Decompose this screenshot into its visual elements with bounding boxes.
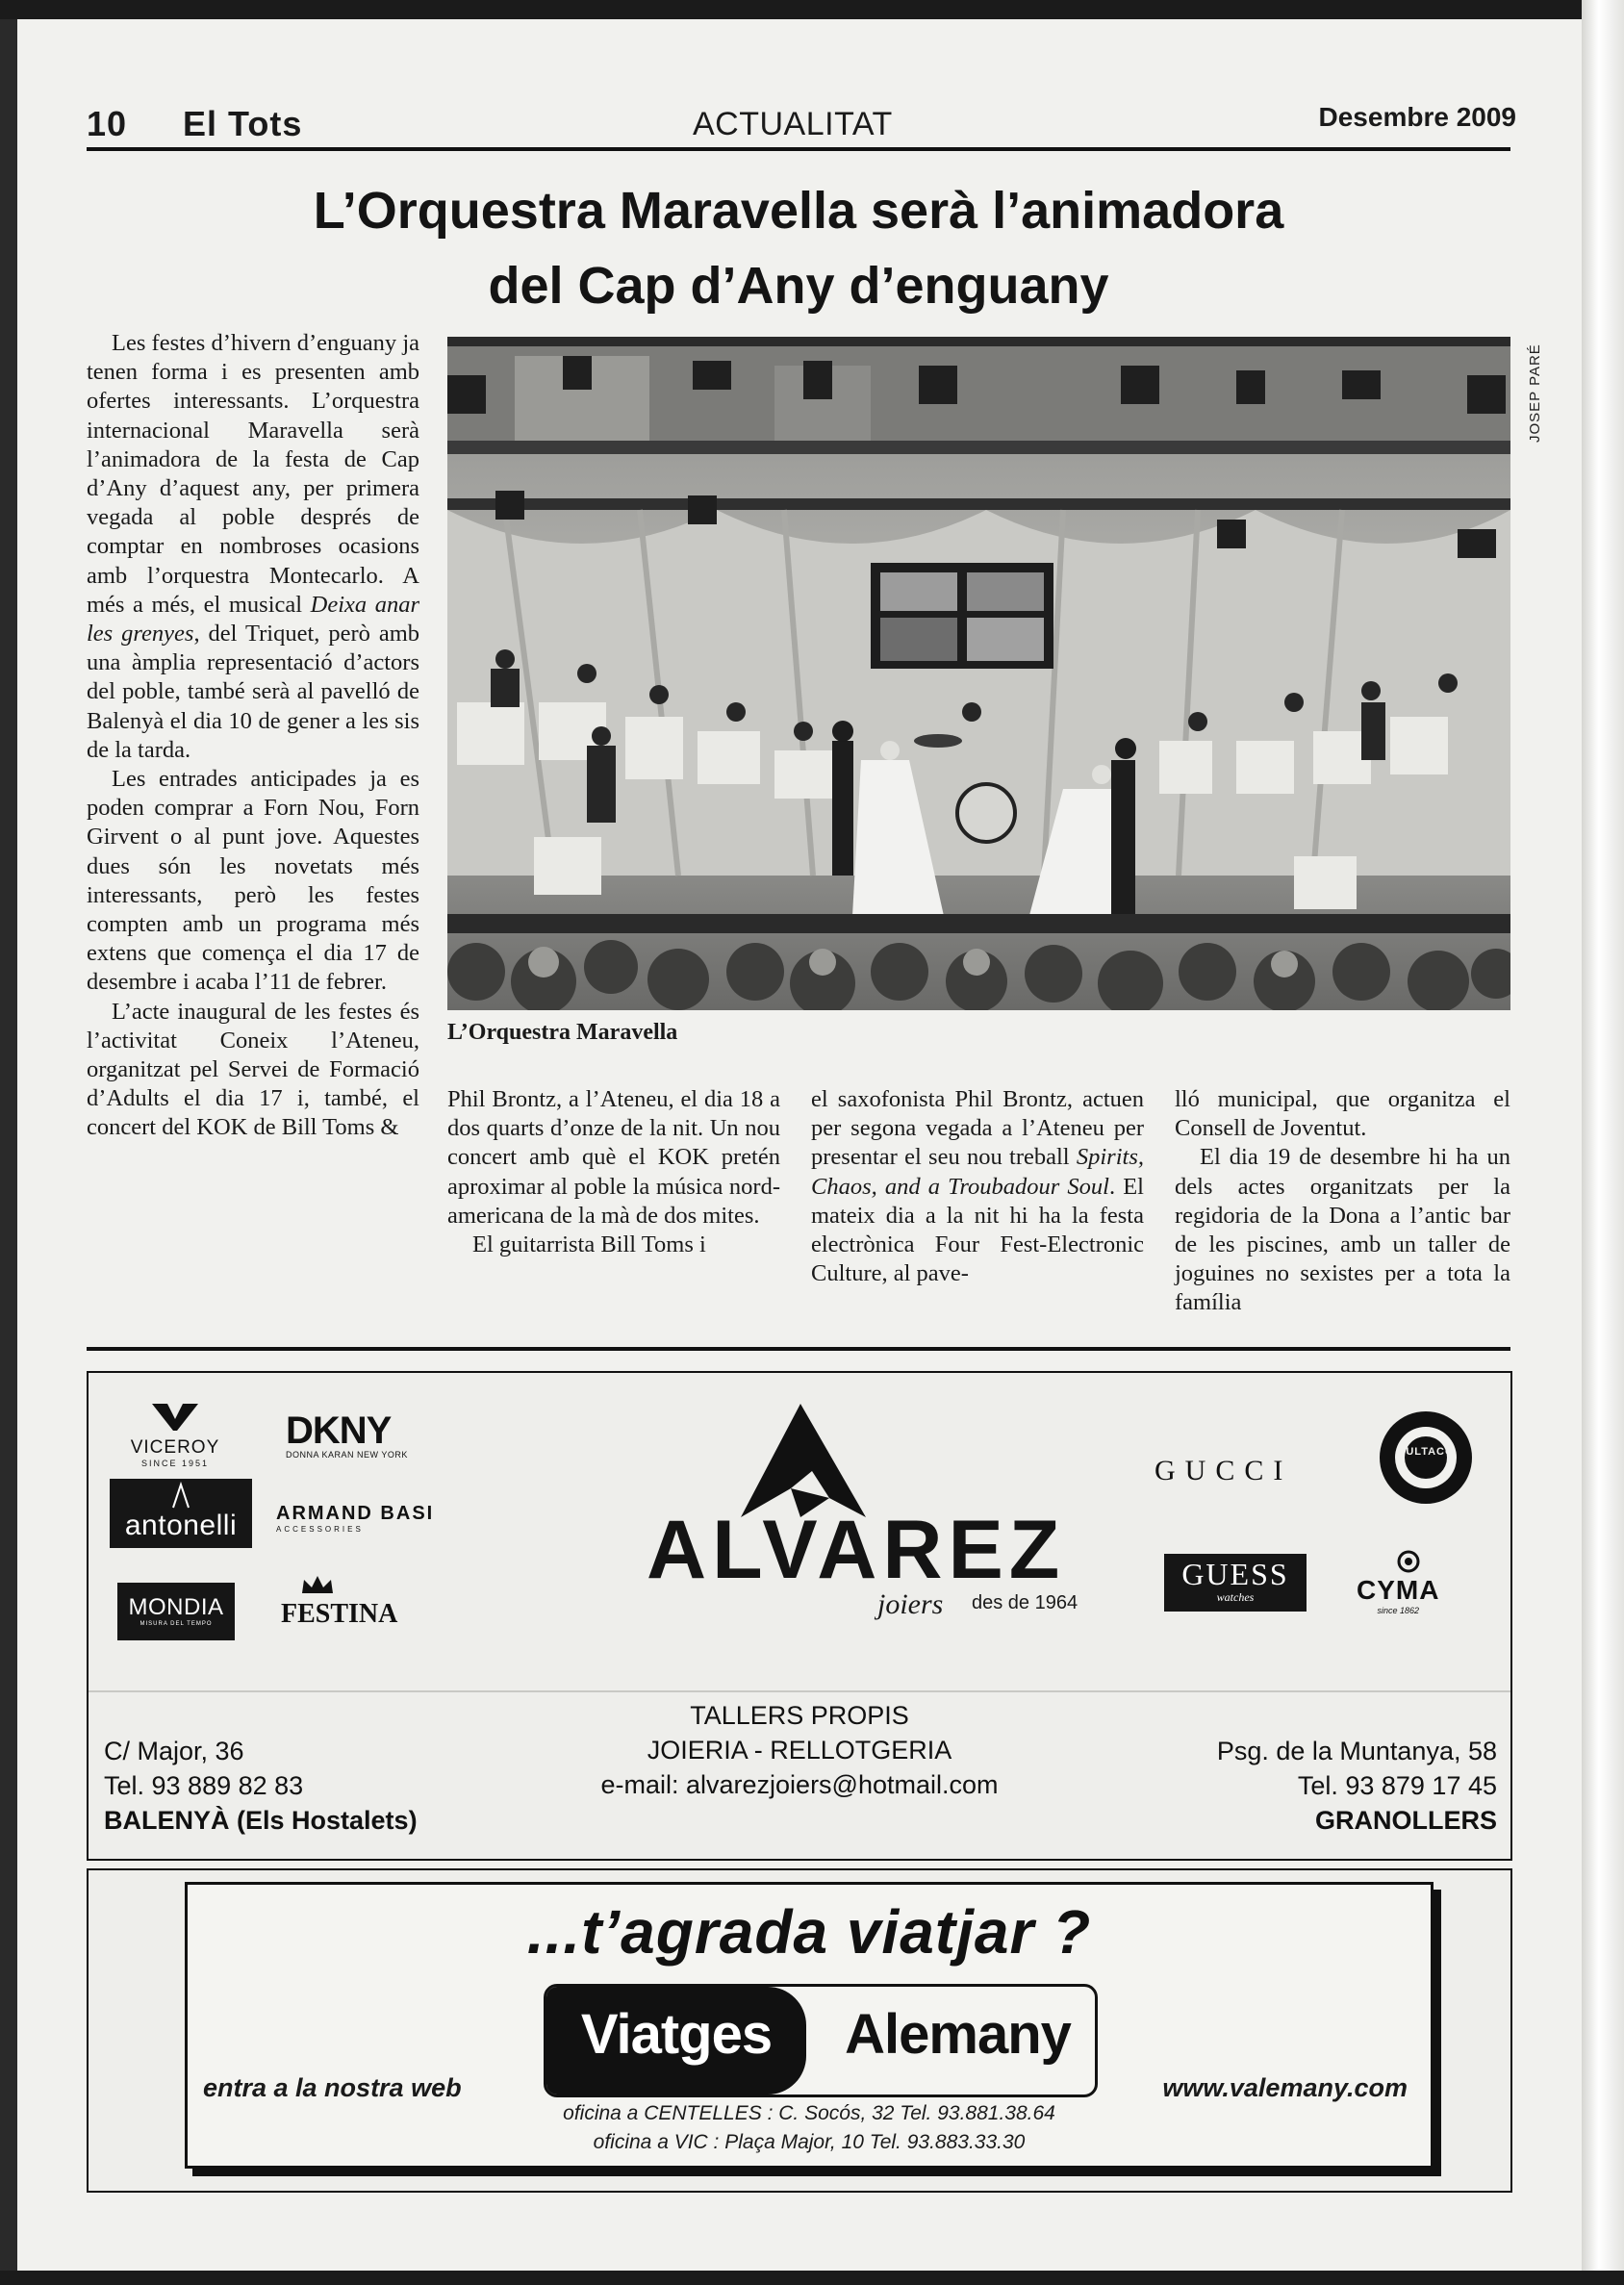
photo-caption: L’Orquestra Maravella [447,1020,678,1045]
scan-bottom-edge [0,2271,1624,2285]
dkny-logo: DKNY DONNA KARAN NEW YORK [286,1409,408,1460]
bultaco-logo: BULTACO [1380,1411,1472,1504]
paragraph: El dia 19 de desembre hi ha un dels actes organitzats per la regidoria de la Dona a l’antic bar de les piscines, amb un taller de joguines no sexistes per a tota la família [1175,1144,1510,1316]
antonelli-a-icon [110,1479,252,1511]
web-invite: entra a la nostra web [203,2073,462,2102]
antonelli-logo: antonelli [110,1479,252,1548]
album-title: Spirits, Chaos, and a Troubadour Soul [811,1144,1144,1200]
publication-name: El Tots [183,104,303,143]
festina-logo: FESTINA [281,1580,397,1630]
paragraph: Les festes d’hivern d’enguany ja tenen forma i es presenten amb ofertes interessants. L’orquestra internacional Maravella serà l’animadora de la festa de Cap d’Any d’aquest any, per primera vegada al poble després de comptar en nombroses ocasions amb l’orquestra Montecarlo. A més a més, el musical Deixa anar les grenyes, del Triquet, però amb una àmplia representació d’actors del poble, també serà al pavelló de Balenyà el dia 10 de gener a les sis de la tarda. [87,330,419,763]
armand-basi-logo: ARMAND BASI ACCESSORIES [276,1503,435,1534]
alvarez-services: TALLERS PROPIS JOIERIA - RELLOTGERIA e-mail: alvarezjoiers@hotmail.com [377,1698,1222,1802]
issue-date: Desembre 2009 [1318,102,1516,132]
viatges-alemany-box [185,1882,1434,2169]
guess-logo: GUESS watches [1164,1554,1307,1612]
web-url: www.valemany.com [1162,2073,1408,2102]
cyma-emblem-icon [1397,1550,1420,1573]
gucci-logo: GUCCI [1155,1455,1293,1486]
paragraph: lló municipal, que organitza el Consell de Joventut. [1175,1086,1510,1142]
header-rule [87,147,1510,151]
travel-question: ...t’agrada viatjar ? [526,1897,1092,1967]
balenya-address: C/ Major, 36 Tel. 93 889 82 83 BALENYÀ (Els Hostalets) [104,1737,418,1835]
article-end-rule [87,1347,1510,1351]
cyma-logo: CYMA since 1862 [1357,1556,1439,1615]
alvarez-email: e-mail: alvarezjoiers@hotmail.com [600,1770,999,1799]
paragraph: L’acte inaugural de les festes és l’activitat Coneix l’Ateneu, organitzat pel Servei de Formació d’Adults el dia 17 i, també, el concert del KOK de Bill Toms & [87,998,419,1141]
viatges-alemany-logo: Viatges Alemany [544,1984,1098,2097]
office-centelles: oficina a CENTELLES : C. Socós, 32 Tel. 93.881.38.64 [563,2102,1055,2124]
office-vic: oficina a VIC : Plaça Major, 10 Tel. 93.883.33.30 [593,2131,1026,2153]
musical-title: Deixa anar les grenyes [87,591,419,647]
article-column-3 [811,1085,1144,1288]
alvarez-jeweller-ad [87,1371,1512,1861]
paragraph: el saxofonista Phil Brontz, actuen per segona vegada a l’Ateneu per presentar el seu nou treball Spirits, Chaos, and a Troubadour Soul. El mateix dia a la nit hi ha la festa electrònica Four Fest-Electronic Culture, al pave- [811,1086,1144,1287]
article-column-4 [1175,1085,1510,1318]
granollers-address: Psg. de la Muntanya, 58 Tel. 93 879 17 45 GRANOLLERS [1216,1737,1497,1835]
article-title-line2: del Cap d’Any d’enguany [488,257,1109,315]
section-name: ACTUALITAT [693,106,893,142]
scan-top-edge [0,0,1624,19]
festina-crown-icon [298,1572,337,1597]
alvarez-joiers: joiers [877,1588,944,1620]
viceroy-logo: VICEROY SINCE 1951 [117,1402,233,1468]
newspaper-page [17,19,1584,2271]
photo-credit: JOSEP PARÉ [1527,343,1543,443]
alvarez-name: ALVAREZ [647,1504,1066,1596]
article-title [87,173,1510,323]
paragraph: El guitarrista Bill Toms i [472,1231,706,1258]
article-title-line1: L’Orquestra Maravella serà l’animadora [313,182,1284,240]
paragraph: Phil Brontz, a l’Ateneu, el dia 18 a dos quarts d’onze de la nit. Un nou concert amb què el KOK pretén aproximar al poble la música nord-americana de la mà de dos mites. [447,1086,780,1229]
viatges-alemany-ad [87,1868,1512,2193]
mondia-logo: MONDIA MISURA DEL TEMPO [117,1583,235,1640]
ad-divider [89,1690,1510,1692]
orchestra-photo [447,337,1510,1010]
alvarez-since: des de 1964 [972,1592,1078,1613]
viceroy-v-icon [146,1402,204,1433]
paragraph: Les entrades anticipades ja es poden comprar a Forn Nou, Forn Girvent o al punt jove. Aquestes dues són les novetats més interessants, però les festes compten amb un programa més extens que comença el dia 17 de desembre i acaba l’11 de febrer. [87,766,419,996]
page-number: 10 [87,104,128,143]
article-column-2 [447,1085,780,1259]
page-spine [1582,0,1624,2285]
orchestra-photo-image [447,337,1510,1010]
article-column-1 [87,329,419,1143]
